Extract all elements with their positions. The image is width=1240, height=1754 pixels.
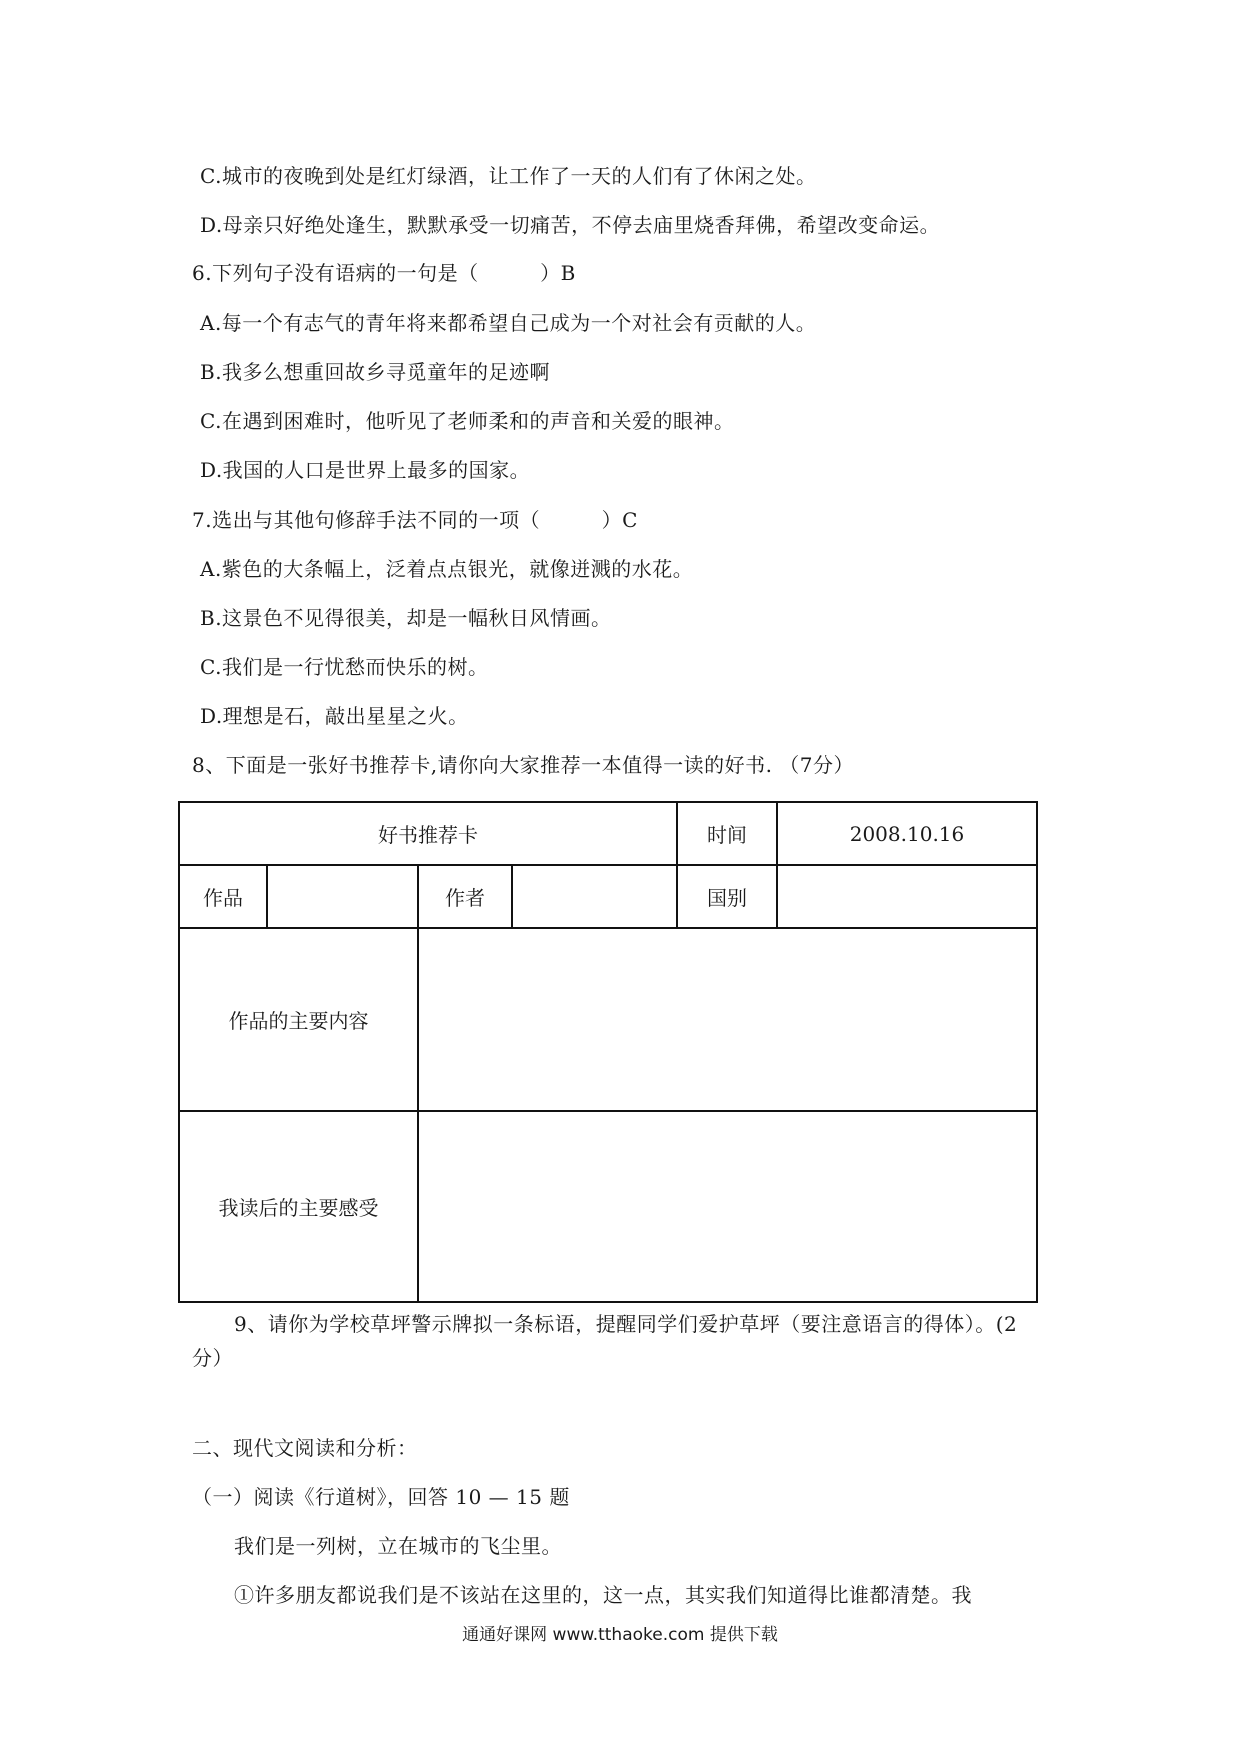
feeling-field[interactable] — [418, 1111, 1037, 1302]
question-9-continued: 分） — [192, 1346, 233, 1370]
option-c-q6: C.在遇到困难时，他听见了老师柔和的声音和关爱的眼神。 — [200, 409, 735, 433]
option-a-q7: A.紫色的大条幅上，泛着点点银光，就像迸溅的水花。 — [200, 557, 694, 581]
content-label: 作品的主要内容 — [179, 928, 418, 1111]
book-recommendation-card — [178, 801, 1038, 1303]
time-label: 时间 — [677, 802, 777, 865]
section-2-heading: 二、现代文阅读和分析： — [192, 1436, 418, 1460]
question-6: 6.下列句子没有语病的一句是（ ）B — [192, 261, 576, 285]
page-footer: 通通好课网 www.tthaoke.com 提供下载 — [462, 1625, 778, 1645]
question-7: 7.选出与其他句修辞手法不同的一项（ ）C — [192, 508, 638, 532]
question-8: 8、下面是一张好书推荐卡,请你向大家推荐一本值得一读的好书. （7分） — [192, 753, 855, 777]
time-value: 2008.10.16 — [777, 802, 1037, 865]
author-label: 作者 — [418, 865, 512, 928]
option-d-q5: D.母亲只好绝处逢生，默默承受一切痛苦，不停去庙里烧香拜佛，希望改变命运。 — [200, 213, 941, 237]
option-d-q7: D.理想是石，敲出星星之火。 — [200, 704, 469, 728]
option-c-q5: C.城市的夜晚到处是红灯绿酒，让工作了一天的人们有了休闲之处。 — [200, 164, 817, 188]
country-field[interactable] — [777, 865, 1037, 928]
country-label: 国别 — [677, 865, 777, 928]
option-a-q6: A.每一个有志气的青年将来都希望自己成为一个对社会有贡献的人。 — [200, 311, 817, 335]
passage-line-1: 我们是一列树，立在城市的飞尘里。 — [234, 1534, 562, 1558]
reading-intro: （一）阅读《行道树》，回答 10 — 15 题 — [192, 1485, 570, 1509]
option-d-q6: D.我国的人口是世界上最多的国家。 — [200, 458, 531, 482]
option-c-q7: C.我们是一行忧愁而快乐的树。 — [200, 655, 489, 679]
passage-line-2: ①许多朋友都说我们是不该站在这里的，这一点，其实我们知道得比谁都清楚。我 — [234, 1583, 972, 1607]
work-label: 作品 — [179, 865, 267, 928]
feeling-label: 我读后的主要感受 — [179, 1111, 418, 1302]
option-b-q6: B.我多么想重回故乡寻觅童年的足迹啊 — [200, 360, 551, 384]
content-field[interactable] — [418, 928, 1037, 1111]
question-9: 9、请你为学校草坪警示牌拟一条标语，提醒同学们爱护草坪（要注意语言的得体）。(2 — [234, 1312, 1018, 1336]
author-field[interactable] — [512, 865, 677, 928]
card-title: 好书推荐卡 — [179, 802, 677, 865]
work-field[interactable] — [267, 865, 418, 928]
option-b-q7: B.这景色不见得很美，却是一幅秋日风情画。 — [200, 606, 612, 630]
